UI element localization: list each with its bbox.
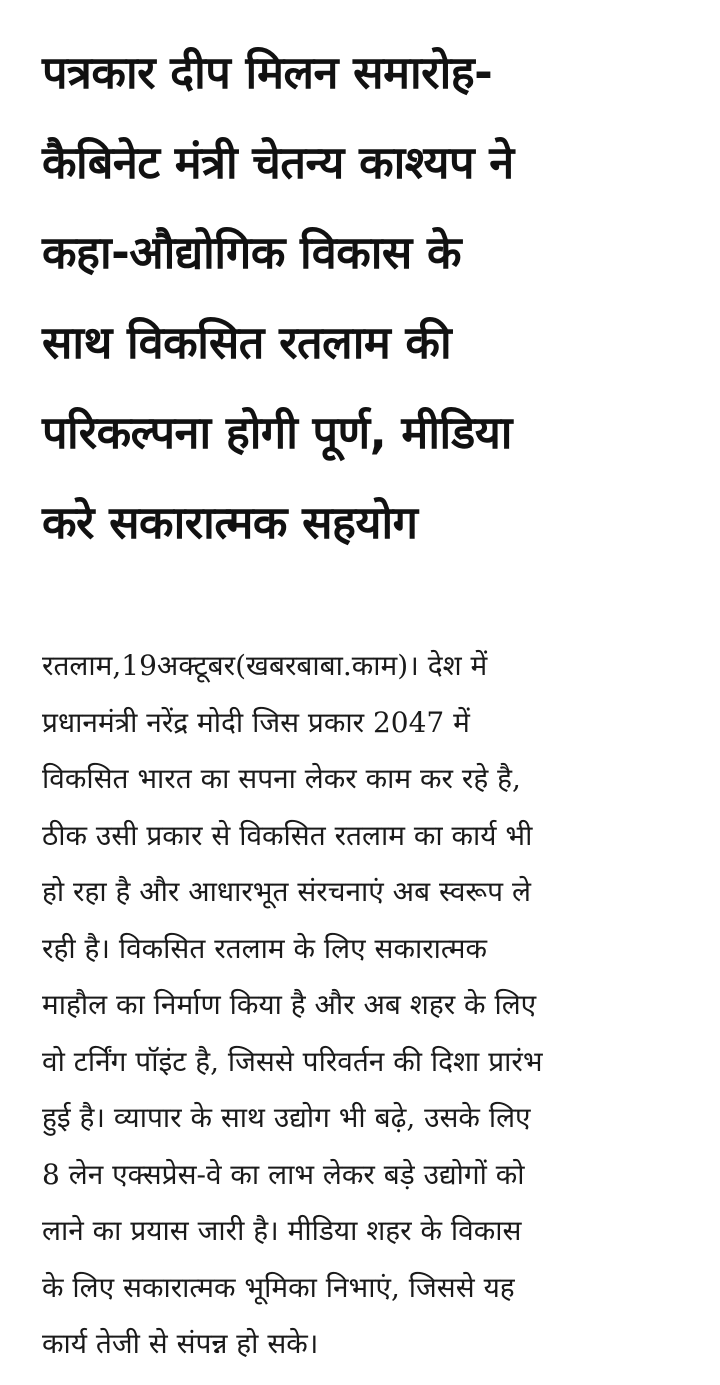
body-line: विकसित भारत का सपना लेकर काम कर रहे है, [42, 762, 521, 795]
headline-line: परिकल्पना होगी पूर्ण, मीडिया [42, 406, 512, 459]
headline-line: साथ विकसित रतलाम की [42, 316, 452, 369]
headline-line: कैबिनेट मंत्री चेतन्य काश्यप ने [42, 136, 514, 189]
body-line: रतलाम,19अक्टूबर(खबरबाबा.काम)। देश में [42, 649, 488, 682]
body-line: रही है। विकसित रतलाम के लिए सकारात्मक [42, 931, 488, 965]
body-line: हुई है। व्यापार के साथ उद्योग भी बढ़े, उसके लिए [42, 1101, 531, 1134]
body-line: हो रहा है और आधारभूत संरचनाएं अब स्वरूप ले [42, 875, 531, 908]
article-headline [42, 28, 692, 568]
body-line: ठीक उसी प्रकार से विकसित रतलाम का कार्य भी [42, 818, 533, 852]
headline-line: करे सकारात्मक सहयोग [42, 496, 418, 549]
headline-line: कहा-औद्योगिक विकास के [42, 226, 462, 279]
body-line: प्रधानमंत्री नरेंद्र मोदी जिस प्रकार 2047 में [42, 705, 470, 739]
article-body [42, 638, 692, 1373]
body-line: लाने का प्रयास जारी है। मीडिया शहर के विकास [42, 1214, 522, 1247]
body-line: के लिए सकारात्मक भूमिका निभाएं, जिससे यह [42, 1270, 515, 1304]
body-line: कार्य तेजी से संपन्न हो सके। [42, 1327, 319, 1360]
body-line: माहौल का निर्माण किया है और अब शहर के लिए [42, 988, 537, 1021]
body-line: 8 लेन एक्सप्रेस-वे का लाभ लेकर बड़े उद्योगों को [42, 1157, 525, 1191]
headline-line: पत्रकार दीप मिलन समारोह- [42, 46, 493, 99]
article [42, 28, 692, 1360]
body-line: वो टर्निंग पॉइंट है, जिससे परिवर्तन की दिशा प्रारंभ [42, 1044, 543, 1078]
